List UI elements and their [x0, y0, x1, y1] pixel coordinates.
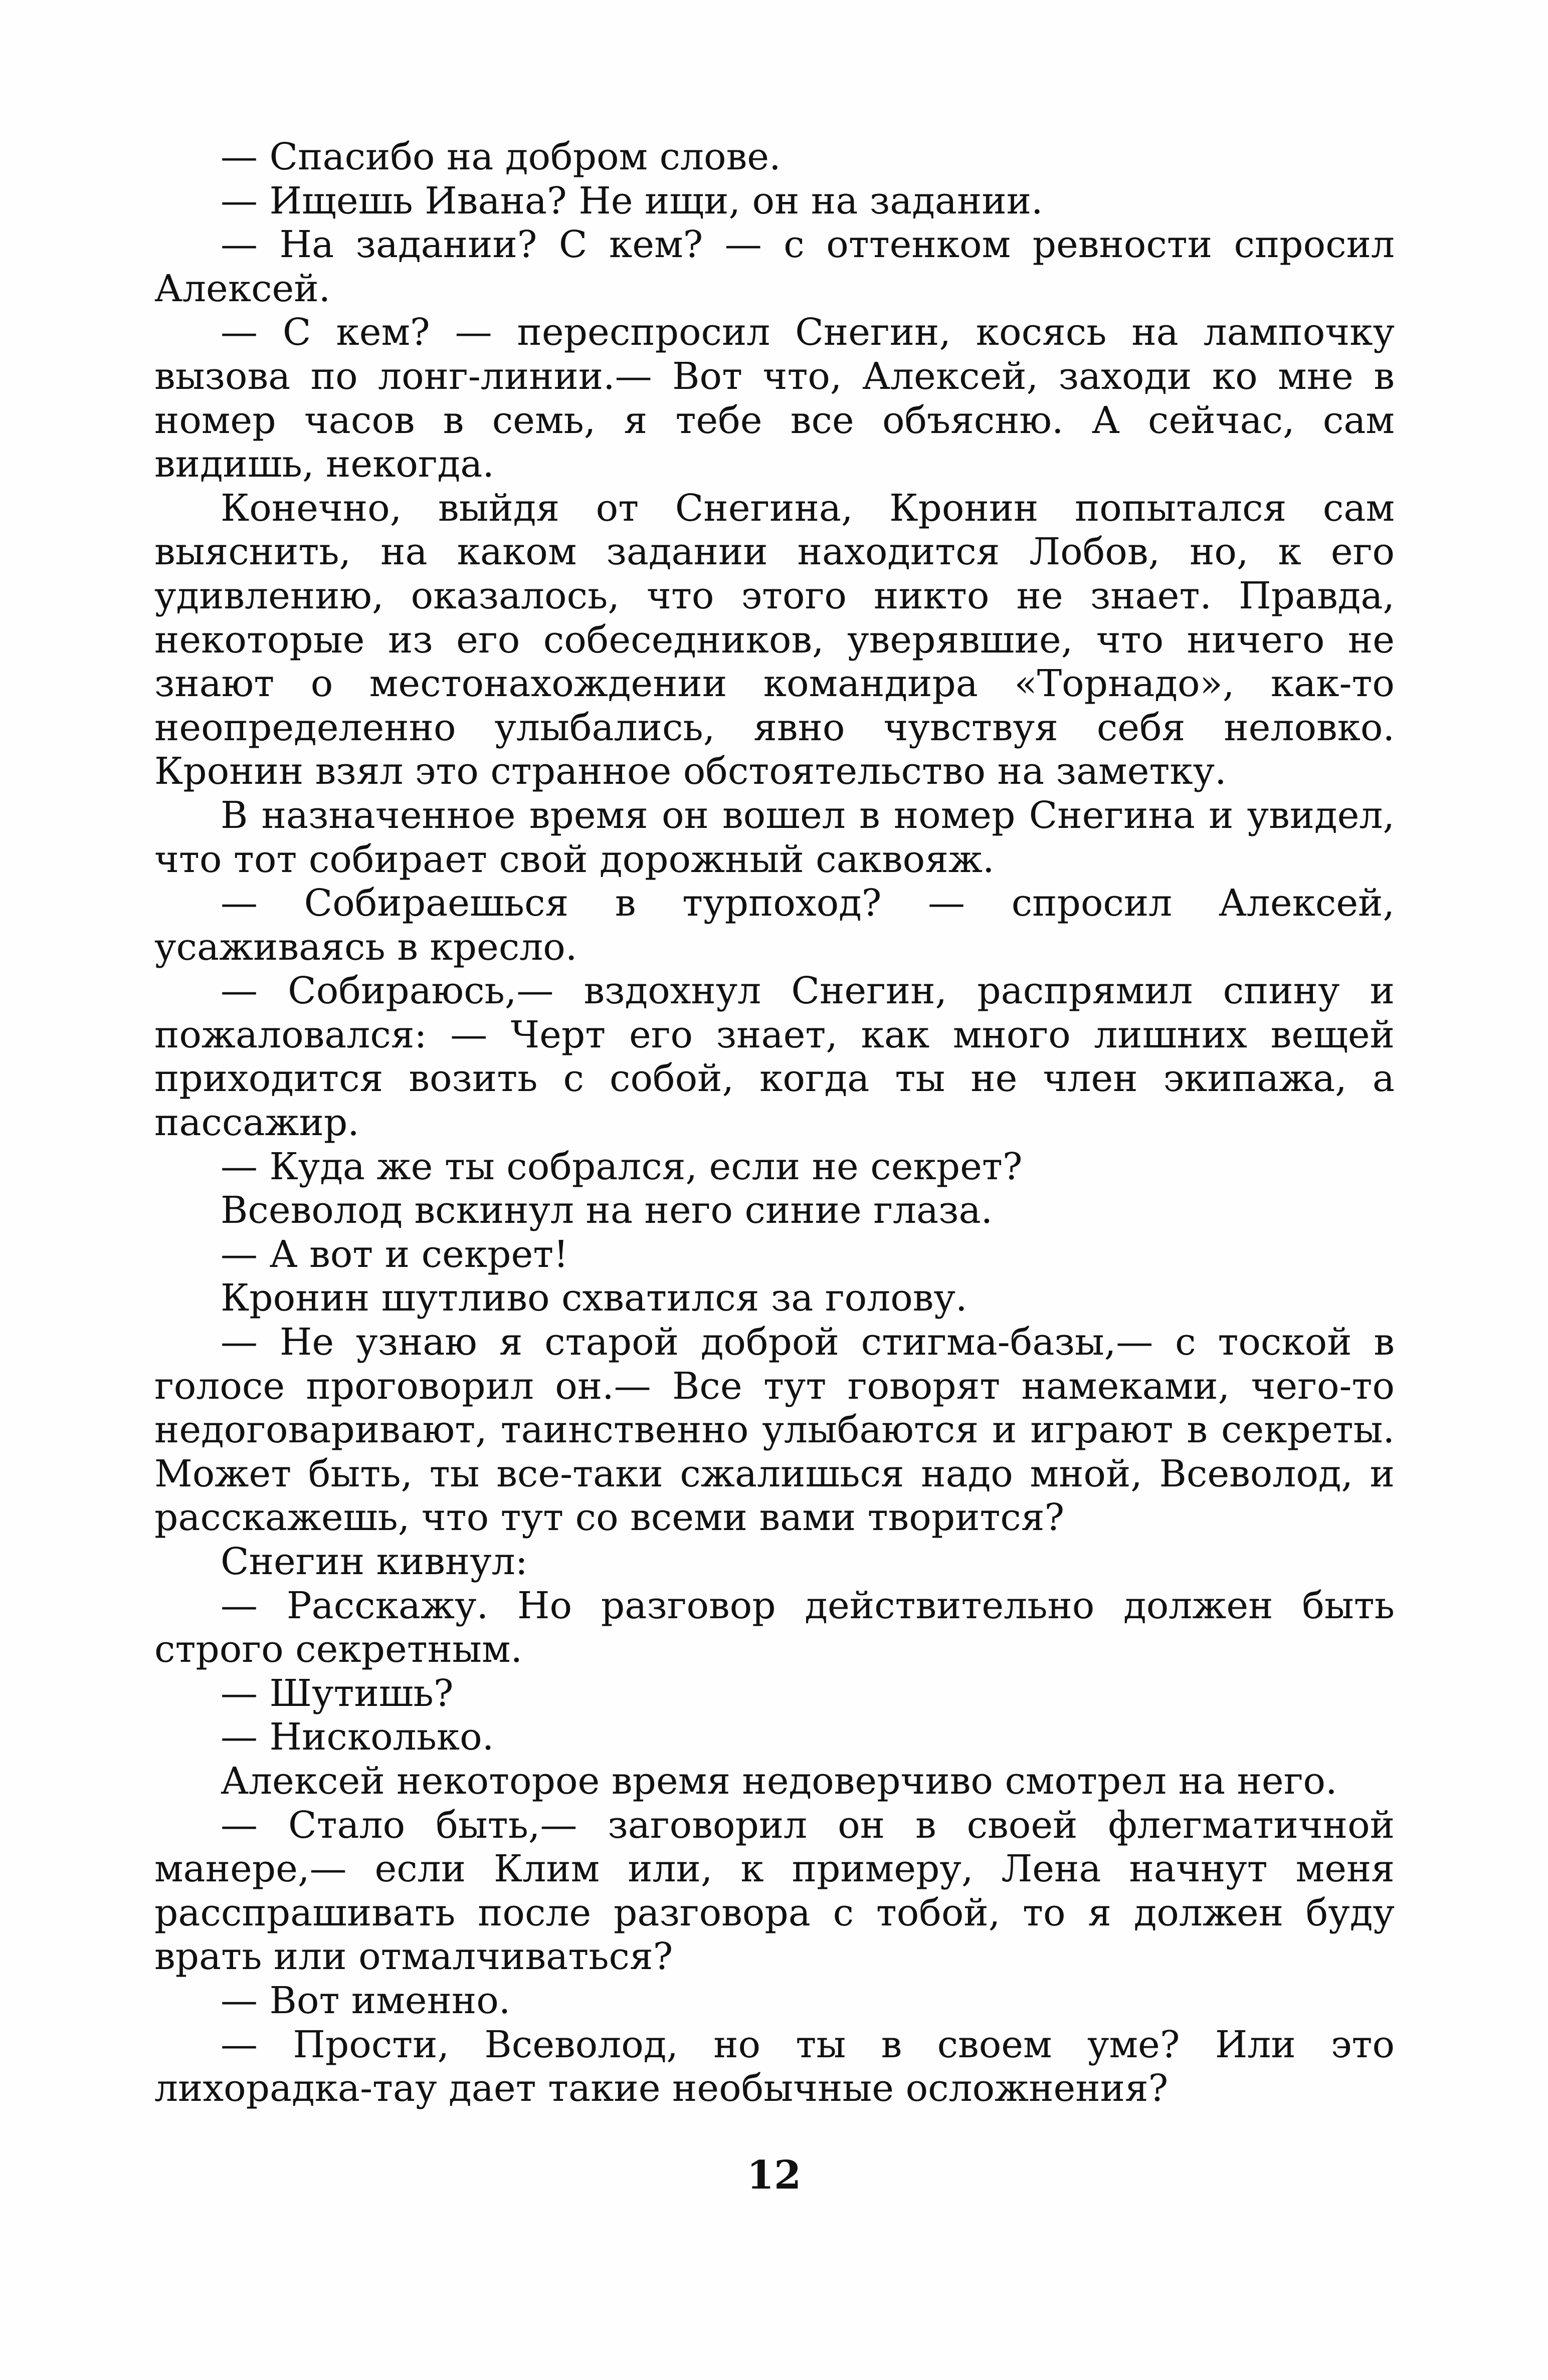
paragraph: — Шутишь?: [221, 1671, 454, 1715]
paragraph: — Стало быть,— заговорил он в своей флегматичной манере,— если Клим или, к примеру, Лена начнут меня расспрашивать после разговора с тобой, то я должен буду врать или отмалчиваться?: [154, 1803, 1395, 1979]
paragraph: Всеволод вскинул на него синие глаза.: [221, 1189, 993, 1232]
paragraph: — Ищешь Ивана? Не ищи, он на задании.: [221, 179, 1043, 223]
page-number: 12: [746, 2152, 802, 2198]
paragraph: Алексей некоторое время недоверчиво смотрел на него.: [221, 1759, 1337, 1803]
paragraph: Конечно, выйдя от Снегина, Кронин попытался сам выяснить, на каком задании находится Лобов, но, к его удивлению, оказалось, что этого никто не знает. Правда, некоторые из его собеседников, уверявшие, что ничего не знают о местонахождении командира «Торнадо», как-то неопределенно улыбались, явно чувствуя себя неловко. Кронин взял это странное обстоятельство на заметку.: [154, 486, 1395, 793]
paragraph: — Расскажу. Но разговор действительно должен быть строго секретным.: [154, 1584, 1395, 1671]
paragraph: Кронин шутливо схватился за голову.: [221, 1276, 968, 1320]
paragraph: В назначенное время он вошел в номер Снегина и увидел, что тот собирает свой дорожный саквояж.: [154, 793, 1395, 881]
paragraph: Снегин кивнул:: [221, 1540, 528, 1583]
paragraph: — Прости, Всеволод, но ты в своем уме? Или это лихорадка-тау дает такие необычные осложнения?: [154, 2023, 1395, 2110]
paragraph: — Собираешься в турпоход? — спросил Алексей, усаживаясь в кресло.: [154, 882, 1395, 969]
paragraph: — Собираюсь,— вздохнул Снегин, распрямил спину и пожаловался: — Черт его знает, как много лишних вещей приходится возить с собой, когда ты не член экипажа, а пассажир.: [154, 969, 1395, 1145]
paragraph: — Вот именно.: [221, 1979, 511, 2022]
paragraph: — Спасибо на добром слове.: [221, 135, 781, 178]
paragraph: — Не узнаю я старой доброй стигма-базы,— с тоской в голосе проговорил он.— Все тут говорят намеками, чего-то недоговаривают, таинственно улыбаются и играют в секреты. Может быть, ты все-таки сжалишься надо мной, Всеволод, и расскажешь, что тут со всеми вами творится?: [154, 1321, 1395, 1540]
paragraph: — А вот и секрет!: [221, 1232, 568, 1276]
paragraph: — Куда же ты собрался, если не секрет?: [221, 1145, 1023, 1188]
paragraph: — Нисколько.: [221, 1715, 494, 1759]
body-text: [154, 135, 1395, 2111]
paragraph: — С кем? — переспросил Снегин, косясь на лампочку вызова по лонг-линии.— Вот что, Алексей, заходи ко мне в номер часов в семь, я тебе все объясню. А сейчас, сам видишь, некогда.: [154, 311, 1395, 486]
paragraph: — На задании? С кем? — с оттенком ревности спросил Алексей.: [154, 223, 1395, 310]
